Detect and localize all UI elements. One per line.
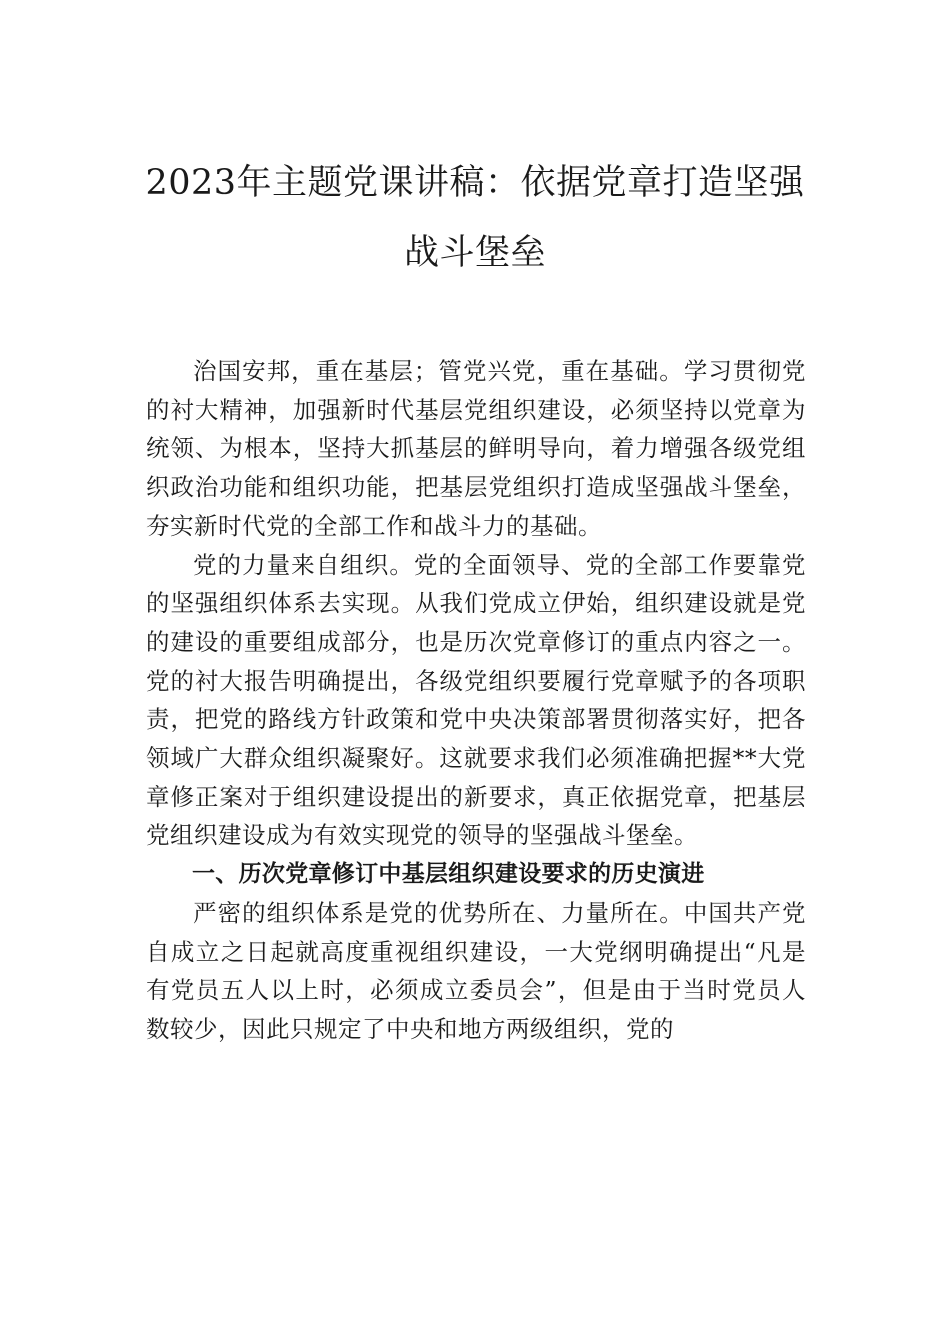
body-paragraph: 党的力量来自组织。党的全面领导、党的全部工作要靠党的坚强组织体系去实现。从我们党成立伊始，组织建设就是党的建设的重要组成部分，也是历次党章修订的重点内容之一。党的衬大报告明确提出，各级党组织要履行党章赋予的各项职责，把党的路线方针政策和党中央决策部署贯彻落实好，把各领域广大群众组织凝聚好。这就要求我们必须准确把握**大党章修正案对于组织建设提出的新要求，真正依据党章，把基层党组织建设成为有效实现党的领导的坚强战斗堡垒。	[146, 550, 806, 850]
section-heading: 一、历次党章修订中基层组织建设要求的历史演进	[192, 861, 705, 888]
document-body	[146, 352, 806, 1049]
document-title	[120, 148, 830, 288]
title-line-1: 2023年主题党课讲稿：依据党章打造坚强	[145, 163, 805, 203]
body-paragraph: 治国安邦，重在基层；管党兴党，重在基础。学习贯彻党的衬大精神，加强新时代基层党组织建设，必须坚持以党章为统领、为根本，坚持大抓基层的鲜明导向，着力增强各级党组织政治功能和组织功能，把基层党组织打造成坚强战斗堡垒，夯实新时代党的全部工作和战斗力的基础。	[146, 357, 806, 540]
body-paragraph: 严密的组织体系是党的优势所在、力量所在。中国共产党自成立之日起就高度重视组织建设，一大党纲明确提出“凡是有党员五人以上时，必须成立委员会”，但是由于当时党员人数较少，因此只规定了中央和地方两级组织，党的	[146, 898, 806, 1043]
title-line-2: 战斗堡垒	[403, 233, 546, 273]
